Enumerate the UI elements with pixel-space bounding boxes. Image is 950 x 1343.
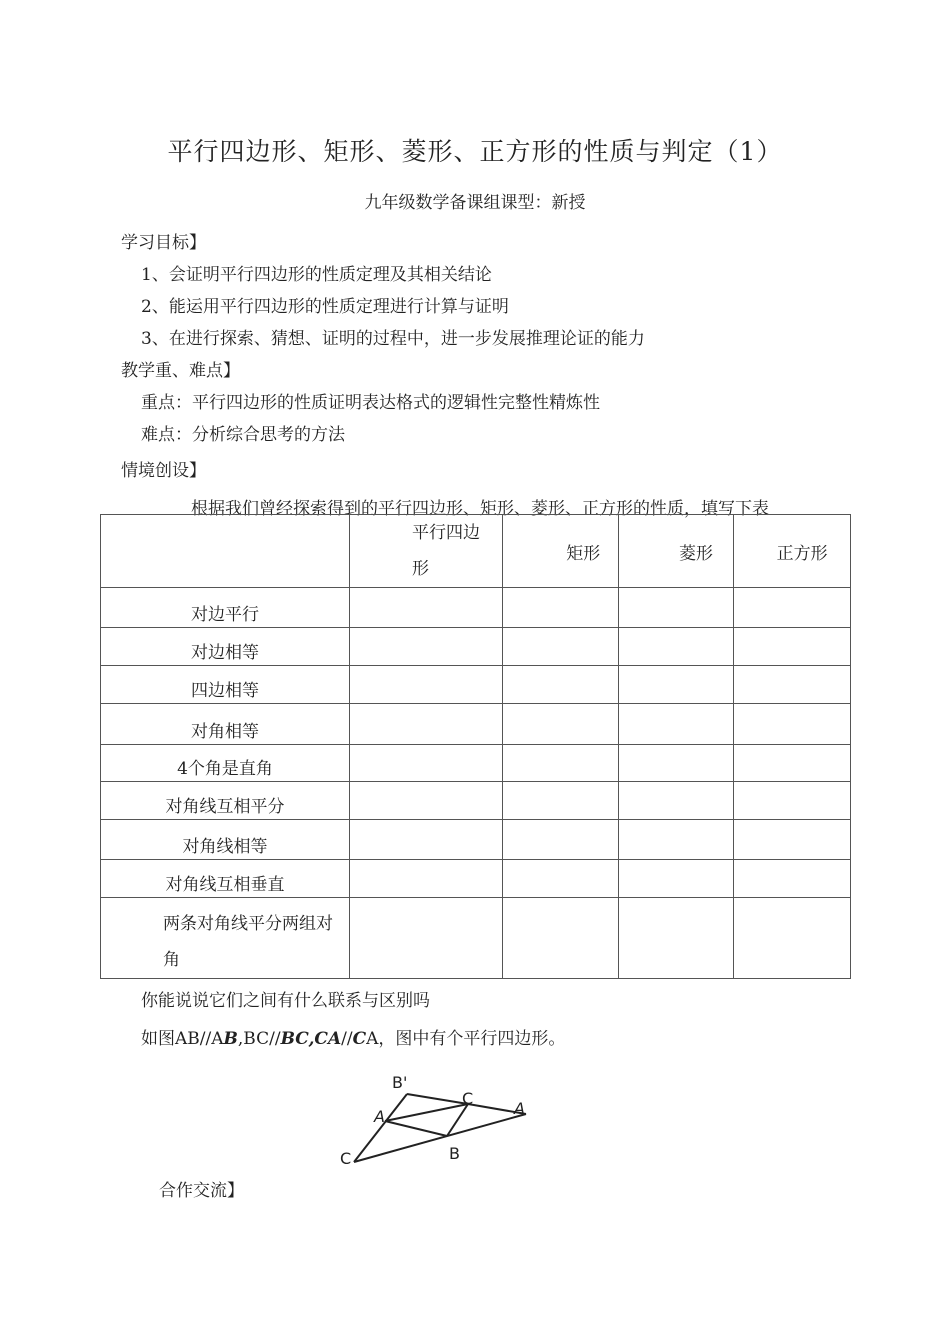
keypoint-focus: 重点：平行四边形的性质证明表达格式的逻辑性完整性精炼性 bbox=[141, 393, 600, 413]
table-row bbox=[101, 782, 851, 820]
table-row bbox=[101, 666, 851, 704]
objective-item: 3、在进行探索、猜想、证明的过程中，进一步发展推理论证的能力 bbox=[141, 329, 645, 349]
properties-table bbox=[100, 514, 851, 979]
scenario-intro: 根据我们曾经探索得到的平行四边形、矩形、菱形、正方形的性质，填写下表 bbox=[191, 499, 769, 519]
table-cell[interactable] bbox=[349, 628, 502, 666]
table-cell[interactable] bbox=[618, 782, 734, 820]
table-cell[interactable] bbox=[502, 860, 618, 898]
label-a: A bbox=[374, 1107, 385, 1126]
table-cell[interactable] bbox=[502, 782, 618, 820]
objective-item: 1、会证明平行四边形的性质定理及其相关结论 bbox=[141, 265, 492, 285]
row-label: 4个角是直角 bbox=[177, 759, 273, 779]
objectives-heading: 学习目标】 bbox=[121, 233, 206, 253]
table-cell[interactable] bbox=[734, 782, 851, 820]
table-header-cell: 平行四边形 bbox=[349, 515, 502, 588]
table-cell[interactable] bbox=[349, 898, 502, 979]
keypoints-heading: 教学重、难点】 bbox=[121, 361, 240, 381]
label-c: C bbox=[462, 1089, 474, 1108]
table-row bbox=[101, 898, 851, 979]
table-row bbox=[101, 588, 851, 628]
table-cell[interactable] bbox=[734, 704, 851, 745]
table-cell[interactable] bbox=[502, 628, 618, 666]
table-row bbox=[101, 628, 851, 666]
table-cell[interactable] bbox=[618, 704, 734, 745]
row-label: 四边相等 bbox=[190, 681, 259, 701]
table-row bbox=[101, 820, 851, 860]
table-cell[interactable] bbox=[502, 820, 618, 860]
segment-b-prime-c bbox=[407, 1094, 468, 1104]
row-label: 对角线互相平分 bbox=[165, 797, 285, 817]
row-label: 对边相等 bbox=[190, 643, 259, 663]
keypoint-difficulty: 难点：分析综合思考的方法 bbox=[141, 425, 345, 445]
label-b: B bbox=[449, 1144, 460, 1163]
table-cell[interactable] bbox=[349, 745, 502, 782]
table-cell[interactable] bbox=[349, 588, 502, 628]
table-header-cell: 矩形 bbox=[502, 515, 618, 588]
table-cell[interactable] bbox=[618, 820, 734, 860]
table-header-cell: 正方形 bbox=[734, 515, 851, 588]
table-row bbox=[101, 745, 851, 782]
table-cell[interactable] bbox=[734, 745, 851, 782]
table-cell[interactable] bbox=[734, 628, 851, 666]
row-label: 对角相等 bbox=[190, 722, 259, 742]
label-c-prime: C bbox=[340, 1149, 352, 1168]
objective-item: 2、能运用平行四边形的性质定理进行计算与证明 bbox=[141, 297, 509, 317]
page-subtitle: 九年级数学备课组课型：新授 bbox=[364, 193, 586, 213]
table-cell[interactable] bbox=[618, 666, 734, 704]
question-text: 你能说说它们之间有什么联系与区别吗 bbox=[141, 991, 430, 1011]
table-cell[interactable] bbox=[618, 745, 734, 782]
table-cell[interactable] bbox=[349, 782, 502, 820]
table-header-row bbox=[101, 515, 851, 588]
table-cell[interactable] bbox=[734, 860, 851, 898]
table-cell[interactable] bbox=[349, 704, 502, 745]
table-cell[interactable] bbox=[502, 588, 618, 628]
table-cell[interactable] bbox=[502, 898, 618, 979]
table-cell[interactable] bbox=[502, 666, 618, 704]
row-label: 对角线相等 bbox=[182, 837, 268, 857]
table-cell[interactable] bbox=[734, 666, 851, 704]
table-cell[interactable] bbox=[349, 820, 502, 860]
table-cell[interactable] bbox=[618, 628, 734, 666]
table-cell[interactable] bbox=[734, 588, 851, 628]
table-row bbox=[101, 704, 851, 745]
row-label: 两条对角线平分两组对角 bbox=[163, 914, 333, 970]
figure-description: 如图AB//AB,BC//BC,CA//CA，图中有个平行四边形。 bbox=[141, 1029, 566, 1049]
table-cell[interactable] bbox=[502, 745, 618, 782]
table-header-cell bbox=[101, 515, 350, 588]
table-row bbox=[101, 860, 851, 898]
table-cell[interactable] bbox=[618, 860, 734, 898]
parallelogram-diagram bbox=[330, 1066, 540, 1176]
row-label: 对角线互相垂直 bbox=[165, 875, 285, 895]
segment-a-b bbox=[385, 1121, 447, 1136]
page-title: 平行四边形、矩形、菱形、正方形的性质与判定（1） bbox=[167, 137, 783, 166]
table-header-cell: 菱形 bbox=[618, 515, 734, 588]
table-cell[interactable] bbox=[502, 704, 618, 745]
table-cell[interactable] bbox=[734, 820, 851, 860]
table-cell[interactable] bbox=[349, 666, 502, 704]
table-cell[interactable] bbox=[349, 860, 502, 898]
table-cell[interactable] bbox=[618, 898, 734, 979]
table-cell[interactable] bbox=[734, 898, 851, 979]
scenario-heading: 情境创设】 bbox=[121, 461, 206, 481]
label-a-prime: A bbox=[514, 1099, 525, 1118]
label-b-prime: B' bbox=[392, 1073, 408, 1092]
row-label: 对边平行 bbox=[190, 605, 259, 625]
segment-c-prime-b-prime bbox=[354, 1094, 407, 1162]
table-cell[interactable] bbox=[618, 588, 734, 628]
cooperation-heading: 合作交流】 bbox=[159, 1181, 244, 1201]
